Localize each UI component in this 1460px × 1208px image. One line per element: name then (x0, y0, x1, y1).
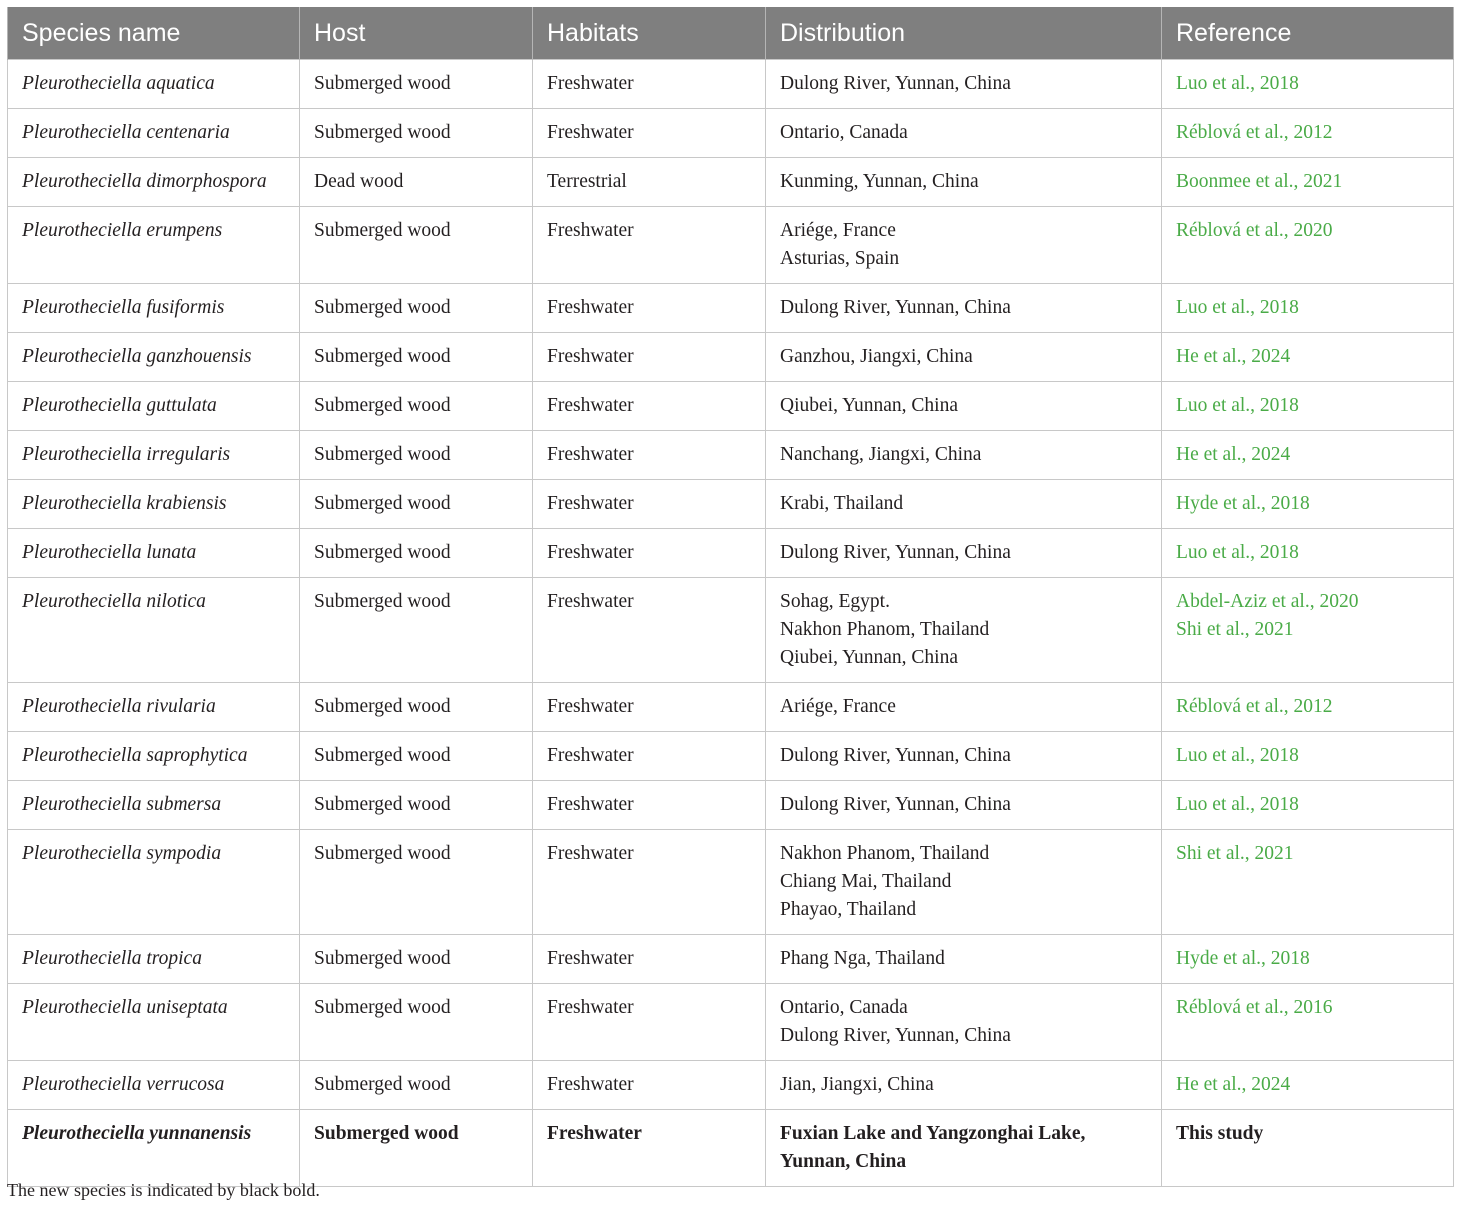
distribution-line: Nanchang, Jiangxi, China (780, 444, 982, 465)
distribution-cell (766, 333, 1162, 382)
distribution-cell (766, 158, 1162, 207)
reference-link[interactable]: He et al., 2024 (1176, 1074, 1291, 1095)
host-cell: Submerged wood (300, 732, 533, 781)
host-cell: Submerged wood (300, 781, 533, 830)
reference-cell (1162, 1061, 1454, 1110)
distribution-line: Kunming, Yunnan, China (780, 171, 979, 192)
species-table (7, 7, 1454, 1187)
species-name-cell: Pleurotheciella yunnanensis (8, 1110, 300, 1187)
reference-link[interactable]: Luo et al., 2018 (1176, 745, 1299, 766)
reference-cell (1162, 60, 1454, 109)
table-row (8, 781, 1454, 830)
table-row (8, 382, 1454, 431)
table-row (8, 578, 1454, 683)
reference-link[interactable]: Réblová et al., 2016 (1176, 997, 1333, 1018)
distribution-line: Ariége, France (780, 696, 896, 717)
habitat-cell: Freshwater (533, 109, 766, 158)
species-name-cell: Pleurotheciella tropica (8, 935, 300, 984)
species-name-cell: Pleurotheciella irregularis (8, 431, 300, 480)
distribution-cell (766, 480, 1162, 529)
table-row (8, 60, 1454, 109)
host-cell: Submerged wood (300, 984, 533, 1061)
reference-link[interactable]: Luo et al., 2018 (1176, 542, 1299, 563)
table-row (8, 207, 1454, 284)
habitat-cell: Freshwater (533, 333, 766, 382)
reference-cell (1162, 578, 1454, 683)
distribution-cell (766, 732, 1162, 781)
table-row (8, 830, 1454, 935)
reference-cell (1162, 984, 1454, 1061)
distribution-cell (766, 683, 1162, 732)
header-host: Host (300, 7, 533, 60)
reference-link[interactable]: Hyde et al., 2018 (1176, 948, 1310, 969)
distribution-line: Dulong River, Yunnan, China (780, 745, 1011, 766)
habitat-cell: Freshwater (533, 1061, 766, 1110)
table-row (8, 333, 1454, 382)
host-cell: Submerged wood (300, 830, 533, 935)
reference-link[interactable]: He et al., 2024 (1176, 444, 1291, 465)
distribution-line: Qiubei, Yunnan, China (780, 395, 959, 416)
species-name-cell: Pleurotheciella sympodia (8, 830, 300, 935)
species-name-cell: Pleurotheciella ganzhouensis (8, 333, 300, 382)
reference-link: This study (1176, 1123, 1264, 1144)
host-cell: Submerged wood (300, 382, 533, 431)
distribution-cell (766, 284, 1162, 333)
reference-link[interactable]: Réblová et al., 2020 (1176, 220, 1333, 241)
species-table-container (7, 7, 1453, 1187)
species-name-cell: Pleurotheciella erumpens (8, 207, 300, 284)
distribution-cell (766, 109, 1162, 158)
distribution-line: Phang Nga, Thailand (780, 948, 945, 969)
host-cell: Submerged wood (300, 578, 533, 683)
reference-link[interactable]: Luo et al., 2018 (1176, 794, 1299, 815)
reference-link[interactable]: Shi et al., 2021 (1176, 619, 1294, 640)
host-cell: Submerged wood (300, 333, 533, 382)
species-name-cell: Pleurotheciella nilotica (8, 578, 300, 683)
habitat-cell: Freshwater (533, 984, 766, 1061)
distribution-line: Asturias, Spain (780, 248, 900, 269)
reference-link[interactable]: Réblová et al., 2012 (1176, 696, 1333, 717)
distribution-line: Phayao, Thailand (780, 899, 917, 920)
species-name-cell: Pleurotheciella guttulata (8, 382, 300, 431)
reference-cell (1162, 935, 1454, 984)
distribution-line: Dulong River, Yunnan, China (780, 794, 1011, 815)
distribution-line: Dulong River, Yunnan, China (780, 73, 1011, 94)
habitat-cell: Freshwater (533, 431, 766, 480)
reference-link[interactable]: Luo et al., 2018 (1176, 73, 1299, 94)
host-cell: Submerged wood (300, 1110, 533, 1187)
host-cell: Submerged wood (300, 431, 533, 480)
species-name-cell: Pleurotheciella centenaria (8, 109, 300, 158)
species-name-cell: Pleurotheciella submersa (8, 781, 300, 830)
distribution-line: Krabi, Thailand (780, 493, 904, 514)
distribution-line: Jian, Jiangxi, China (780, 1074, 934, 1095)
habitat-cell: Freshwater (533, 529, 766, 578)
table-row (8, 732, 1454, 781)
distribution-cell (766, 529, 1162, 578)
reference-cell (1162, 284, 1454, 333)
reference-cell (1162, 529, 1454, 578)
reference-cell (1162, 158, 1454, 207)
species-name-cell: Pleurotheciella lunata (8, 529, 300, 578)
habitat-cell: Freshwater (533, 830, 766, 935)
distribution-cell (766, 781, 1162, 830)
reference-cell (1162, 683, 1454, 732)
habitat-cell: Freshwater (533, 732, 766, 781)
reference-link[interactable]: Boonmee et al., 2021 (1176, 171, 1343, 192)
reference-cell (1162, 480, 1454, 529)
habitat-cell: Freshwater (533, 60, 766, 109)
host-cell: Submerged wood (300, 207, 533, 284)
species-name-cell: Pleurotheciella dimorphospora (8, 158, 300, 207)
distribution-line: Dulong River, Yunnan, China (780, 1025, 1011, 1046)
header-habitats: Habitats (533, 7, 766, 60)
reference-cell (1162, 830, 1454, 935)
distribution-line: Sohag, Egypt. (780, 591, 890, 612)
reference-link[interactable]: Réblová et al., 2012 (1176, 122, 1333, 143)
reference-link[interactable]: He et al., 2024 (1176, 346, 1291, 367)
species-name-cell: Pleurotheciella krabiensis (8, 480, 300, 529)
reference-link[interactable]: Shi et al., 2021 (1176, 843, 1294, 864)
table-row (8, 158, 1454, 207)
table-row (8, 984, 1454, 1061)
distribution-line: Ganzhou, Jiangxi, China (780, 346, 973, 367)
table-row (8, 529, 1454, 578)
table-body (8, 60, 1454, 1187)
reference-link[interactable]: Luo et al., 2018 (1176, 395, 1299, 416)
host-cell: Submerged wood (300, 683, 533, 732)
distribution-cell (766, 1110, 1162, 1187)
distribution-line: Qiubei, Yunnan, China (780, 647, 959, 668)
host-cell: Submerged wood (300, 60, 533, 109)
table-row (8, 480, 1454, 529)
distribution-line: Dulong River, Yunnan, China (780, 542, 1011, 563)
habitat-cell: Terrestrial (533, 158, 766, 207)
species-name-cell: Pleurotheciella fusiformis (8, 284, 300, 333)
reference-cell (1162, 109, 1454, 158)
table-row (8, 431, 1454, 480)
host-cell: Submerged wood (300, 284, 533, 333)
distribution-line: Dulong River, Yunnan, China (780, 297, 1011, 318)
reference-cell (1162, 431, 1454, 480)
distribution-line: Ontario, Canada (780, 997, 908, 1018)
reference-link[interactable]: Luo et al., 2018 (1176, 297, 1299, 318)
reference-cell (1162, 781, 1454, 830)
host-cell: Submerged wood (300, 109, 533, 158)
distribution-line: Yunnan, China (780, 1151, 907, 1172)
habitat-cell: Freshwater (533, 480, 766, 529)
reference-cell (1162, 207, 1454, 284)
distribution-cell (766, 984, 1162, 1061)
distribution-cell (766, 1061, 1162, 1110)
table-row (8, 284, 1454, 333)
distribution-cell (766, 578, 1162, 683)
habitat-cell: Freshwater (533, 781, 766, 830)
distribution-cell (766, 207, 1162, 284)
habitat-cell: Freshwater (533, 935, 766, 984)
host-cell: Submerged wood (300, 529, 533, 578)
distribution-line: Nakhon Phanom, Thailand (780, 843, 990, 864)
distribution-cell (766, 830, 1162, 935)
distribution-cell (766, 60, 1162, 109)
habitat-cell: Freshwater (533, 578, 766, 683)
species-name-cell: Pleurotheciella aquatica (8, 60, 300, 109)
host-cell: Dead wood (300, 158, 533, 207)
distribution-line: Chiang Mai, Thailand (780, 871, 952, 892)
habitat-cell: Freshwater (533, 683, 766, 732)
table-footnote: The new species is indicated by black bold. (7, 1180, 320, 1200)
table-row (8, 1061, 1454, 1110)
reference-cell (1162, 1110, 1454, 1187)
species-name-cell: Pleurotheciella uniseptata (8, 984, 300, 1061)
species-name-cell: Pleurotheciella rivularia (8, 683, 300, 732)
table-row (8, 109, 1454, 158)
table-row (8, 683, 1454, 732)
header-distribution: Distribution (766, 7, 1162, 60)
distribution-line: Fuxian Lake and Yangzonghai Lake, (780, 1123, 1086, 1144)
reference-cell (1162, 333, 1454, 382)
distribution-cell (766, 935, 1162, 984)
habitat-cell: Freshwater (533, 1110, 766, 1187)
header-reference: Reference (1162, 7, 1454, 60)
reference-link[interactable]: Hyde et al., 2018 (1176, 493, 1310, 514)
distribution-line: Ariége, France (780, 220, 896, 241)
host-cell: Submerged wood (300, 1061, 533, 1110)
reference-cell (1162, 382, 1454, 431)
table-row (8, 935, 1454, 984)
table-row (8, 1110, 1454, 1187)
habitat-cell: Freshwater (533, 284, 766, 333)
host-cell: Submerged wood (300, 935, 533, 984)
habitat-cell: Freshwater (533, 382, 766, 431)
species-name-cell: Pleurotheciella verrucosa (8, 1061, 300, 1110)
distribution-cell (766, 431, 1162, 480)
distribution-cell (766, 382, 1162, 431)
host-cell: Submerged wood (300, 480, 533, 529)
distribution-line: Ontario, Canada (780, 122, 908, 143)
reference-cell (1162, 732, 1454, 781)
habitat-cell: Freshwater (533, 207, 766, 284)
species-name-cell: Pleurotheciella saprophytica (8, 732, 300, 781)
header-row (8, 7, 1454, 60)
distribution-line: Nakhon Phanom, Thailand (780, 619, 990, 640)
header-species-name: Species name (8, 7, 300, 60)
table-header (8, 7, 1454, 60)
reference-link[interactable]: Abdel-Aziz et al., 2020 (1176, 591, 1359, 612)
